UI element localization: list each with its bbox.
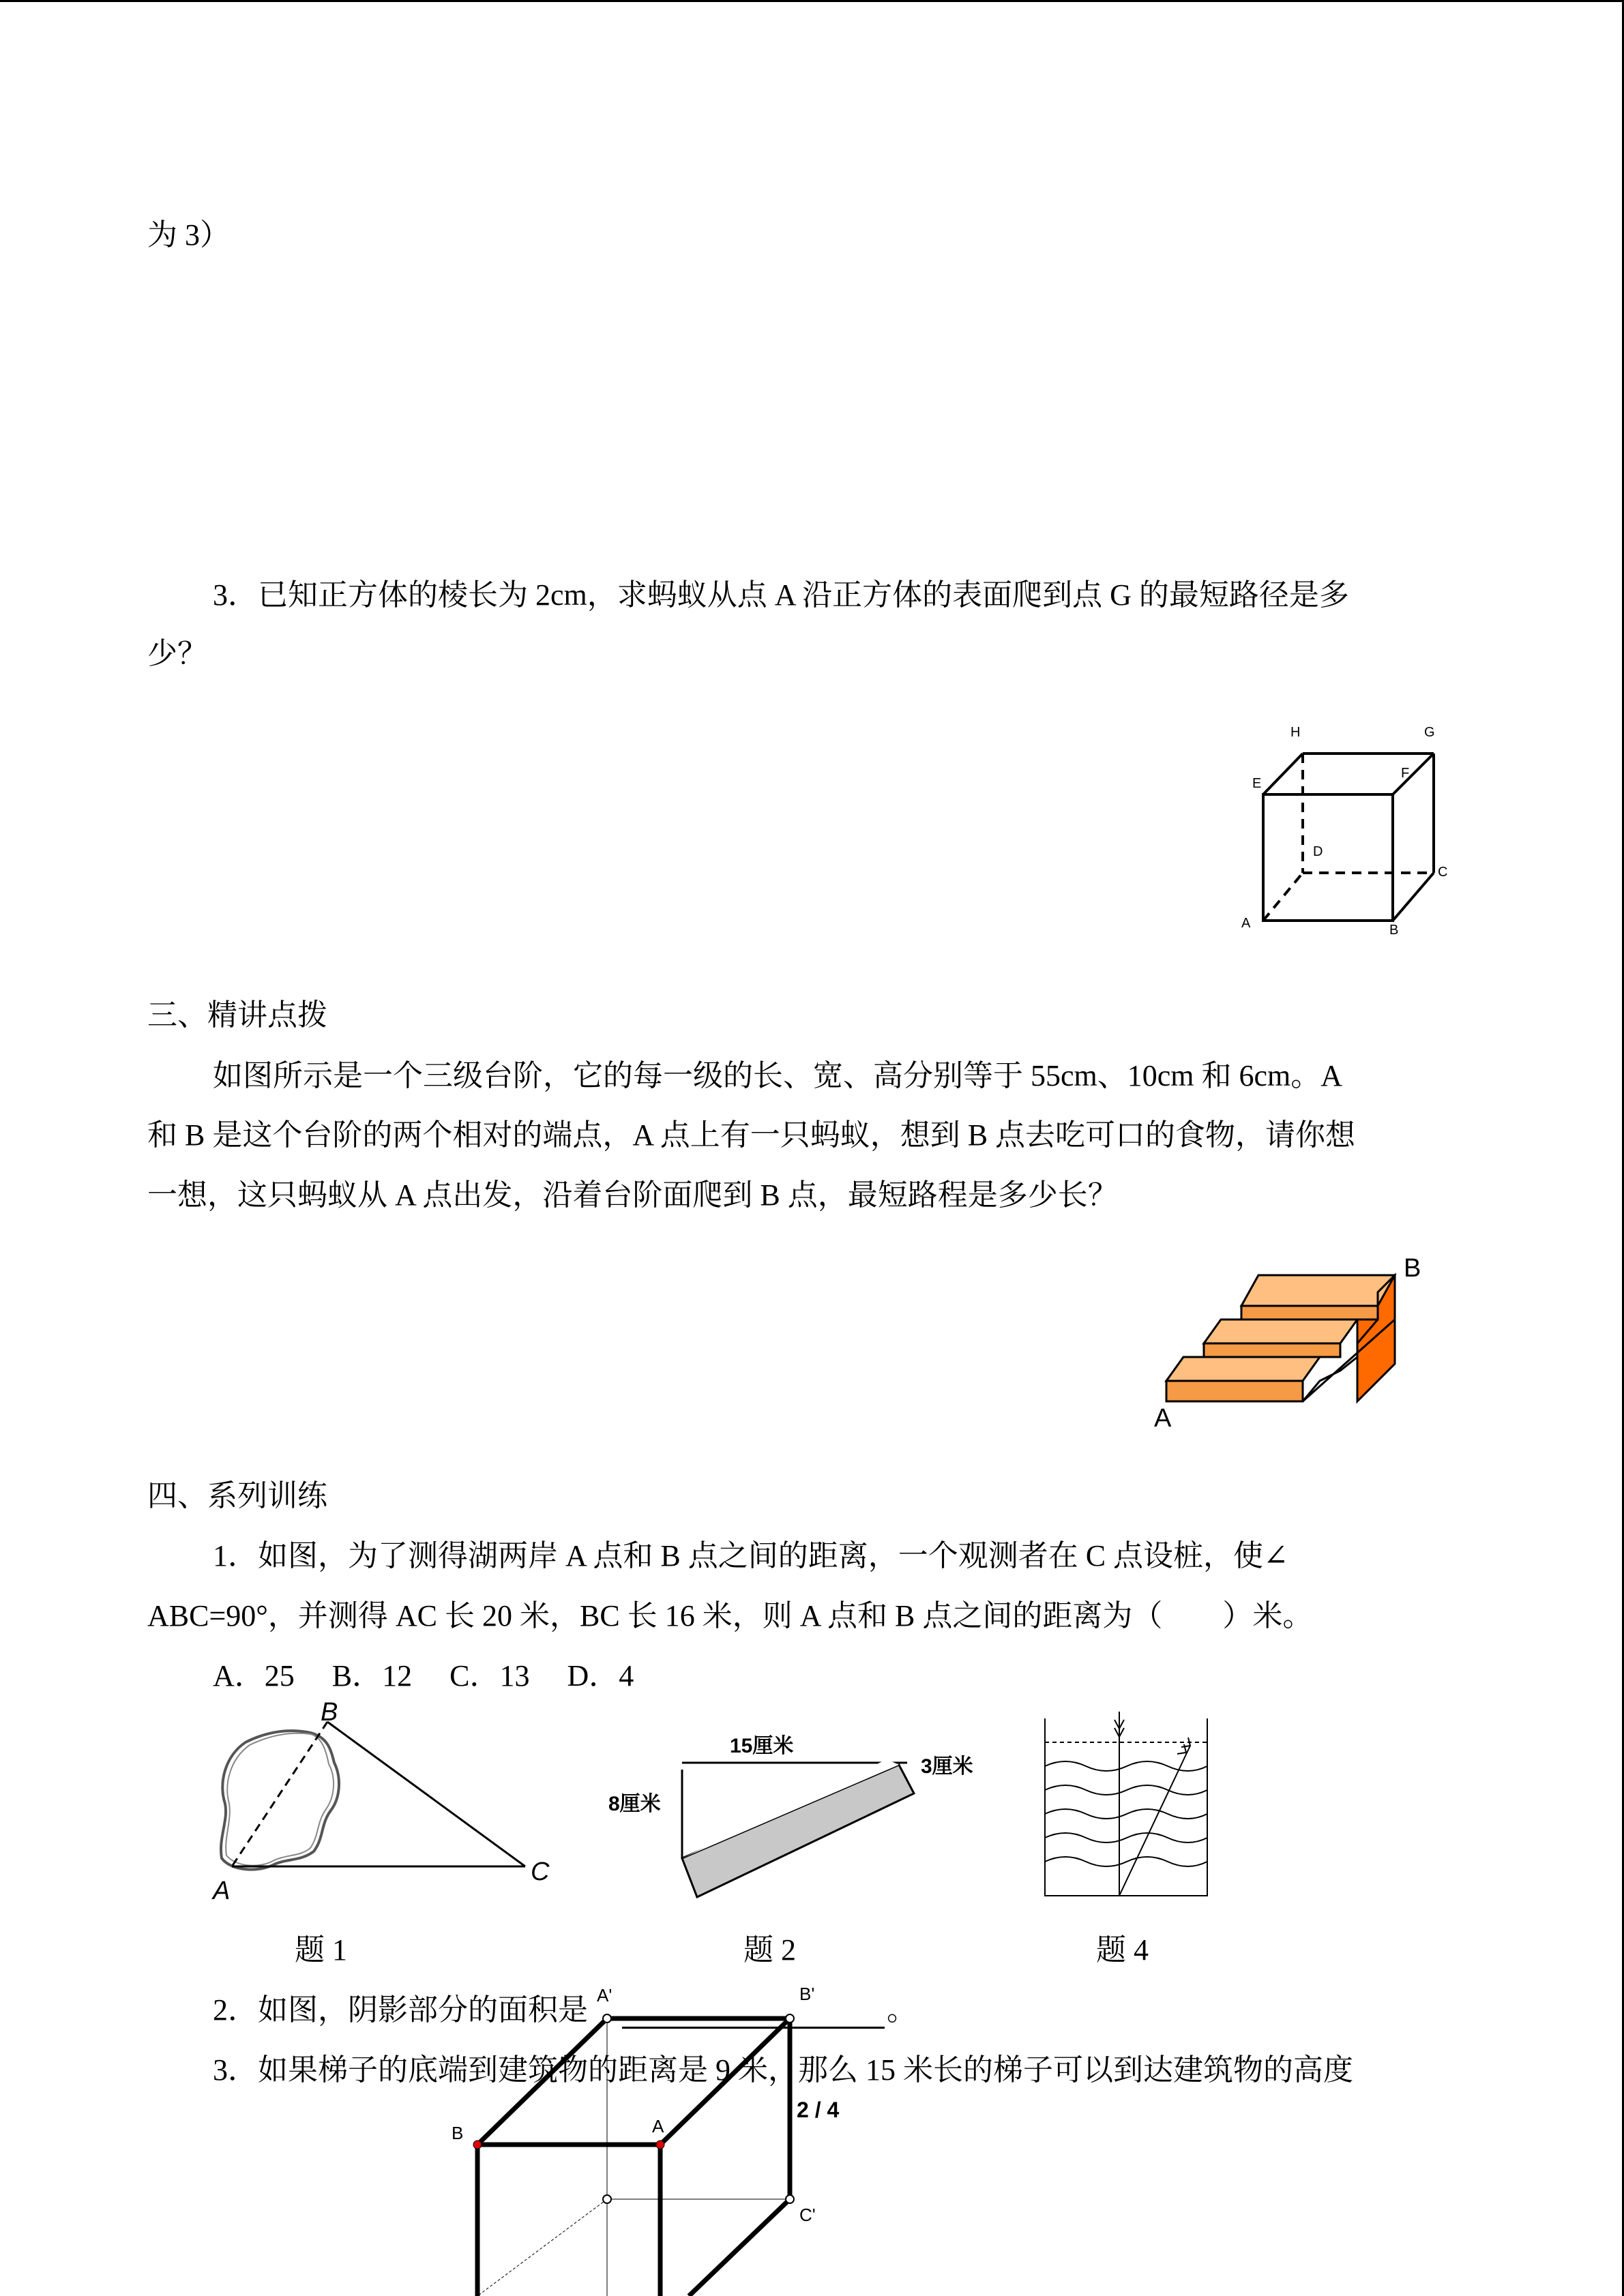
cube-figure	[1235, 719, 1460, 938]
overlay-label-b: B	[452, 2123, 464, 2143]
stairs-label-b: B	[1404, 1255, 1421, 1283]
cube-label-a: A	[1241, 916, 1251, 931]
overlay-label-ap: A'	[597, 1985, 612, 2006]
overlay-hidden-diagonal	[477, 2199, 607, 2296]
segment-ab	[232, 1722, 327, 1866]
step-middle-riser	[1204, 1343, 1340, 1357]
cube-label-h: H	[1290, 725, 1301, 740]
cube-label-f: F	[1401, 766, 1410, 781]
step-bottom-tread	[1166, 1357, 1320, 1381]
caption-fig2: 题 2	[743, 1933, 796, 1967]
section3-line2: 和 B 是这个台阶的两个相对的端点，A 点上有一只蚂蚁，想到 B 点去吃可口的食物，请你想	[147, 1118, 1356, 1152]
q3-text: 3．如果梯子的底端到建筑物的距离是 9 米，那么 15 米长的梯子可以到达建筑物的高度	[213, 2053, 1353, 2087]
fig2-label-right: 3厘米	[921, 1755, 973, 1778]
overlay-label-cp: C'	[799, 2205, 816, 2225]
step-top-tread	[1241, 1275, 1395, 1306]
section3-line3: 一想，这只蚂蚁从 A 点出发，沿着台阶面爬到 B 点，最短路程是多少长？	[147, 1178, 1118, 1212]
cube-label-b: B	[1389, 923, 1399, 938]
fig1-label-b: B	[321, 1701, 338, 1727]
cube-edge-eh	[1263, 754, 1303, 794]
wave-5	[1045, 1857, 1207, 1866]
q3-prev-line1: 3．已知正方体的棱长为 2cm，求蚂蚁从点 A 沿正方体的表面爬到点 G 的最短路径是多	[213, 578, 1349, 612]
cube-label-d: D	[1313, 844, 1323, 859]
fig1-label-a: A	[213, 1877, 231, 1905]
q1-line2: ABC=90°，并测得 AC 长 20 米，BC 长 16 米，则 A 点和 B 点之间的距离为（ ）米。	[147, 1599, 1313, 1632]
cube-edge-bc	[1393, 873, 1434, 921]
step-middle-tread	[1204, 1320, 1357, 1343]
overlay-edge-bpa	[660, 2018, 790, 2145]
caption-fig4: 题 4	[1096, 1933, 1149, 1967]
page-number: 2 / 4	[797, 2098, 840, 2122]
fragment-text: 为 3）	[147, 218, 230, 252]
q1-options: A．25 B．12 C．13 D．4	[213, 1659, 634, 1693]
wave-3	[1045, 1809, 1207, 1819]
cube-label-g: G	[1424, 725, 1435, 740]
lake-outline	[221, 1731, 339, 1869]
fig2-label-top: 15厘米	[730, 1735, 794, 1757]
reed-tilted	[1119, 1746, 1190, 1896]
q2-text: 2．如图，阴影部分的面积是	[213, 1993, 588, 2027]
stairs-figure	[1146, 1255, 1432, 1439]
cube-front-face	[1263, 794, 1393, 921]
wave-2	[1045, 1785, 1207, 1795]
wave-4	[1045, 1833, 1207, 1843]
shaded-strip	[682, 1765, 914, 1897]
section3-title: 三、精讲点拨	[147, 998, 327, 1032]
cube-edge-fg	[1393, 754, 1434, 794]
cube-label-c: C	[1438, 865, 1448, 880]
reed-top-tilted	[1177, 1738, 1190, 1754]
section3-line1: 如图所示是一个三级台阶，它的每一级的长、宽、高分别等于 55cm、10cm 和 6cm。A	[213, 1059, 1343, 1092]
stairs-label-a: A	[1154, 1404, 1172, 1433]
fig1-label-c: C	[531, 1858, 550, 1886]
overlay-edge-cp-down	[689, 2199, 790, 2296]
overlay-label-bp: B'	[799, 1984, 815, 2004]
q1-line1: 1．如图，为了测得湖两岸 A 点和 B 点之间的距离，一个观测者在 C 点设桩，使∠	[213, 1539, 1288, 1572]
q2-end: 。	[887, 1993, 917, 2027]
figure-2-rectangle	[607, 1718, 1003, 1909]
section4-title: 四、系列训练	[147, 1479, 327, 1512]
cube-label-e: E	[1252, 776, 1262, 791]
page-top-border	[0, 0, 1624, 2]
cube-hidden-edge-ad	[1263, 873, 1303, 921]
overlay-label-a: A	[652, 2116, 664, 2136]
overlay-edge-apb	[477, 2018, 607, 2145]
step-bottom-riser	[1166, 1381, 1303, 1401]
figure-1-lake	[205, 1701, 559, 1906]
q3-prev-line2: 少？	[147, 637, 207, 670]
fig2-label-left: 8厘米	[608, 1793, 661, 1815]
tank-walls	[1045, 1718, 1207, 1896]
overlay-cube-figure	[437, 1981, 873, 2296]
caption-fig1: 题 1	[295, 1933, 347, 1967]
figure-4-water-tank	[1037, 1712, 1221, 1909]
wave-1	[1045, 1761, 1207, 1771]
step-top-riser	[1241, 1306, 1378, 1320]
segment-bc	[327, 1722, 525, 1866]
